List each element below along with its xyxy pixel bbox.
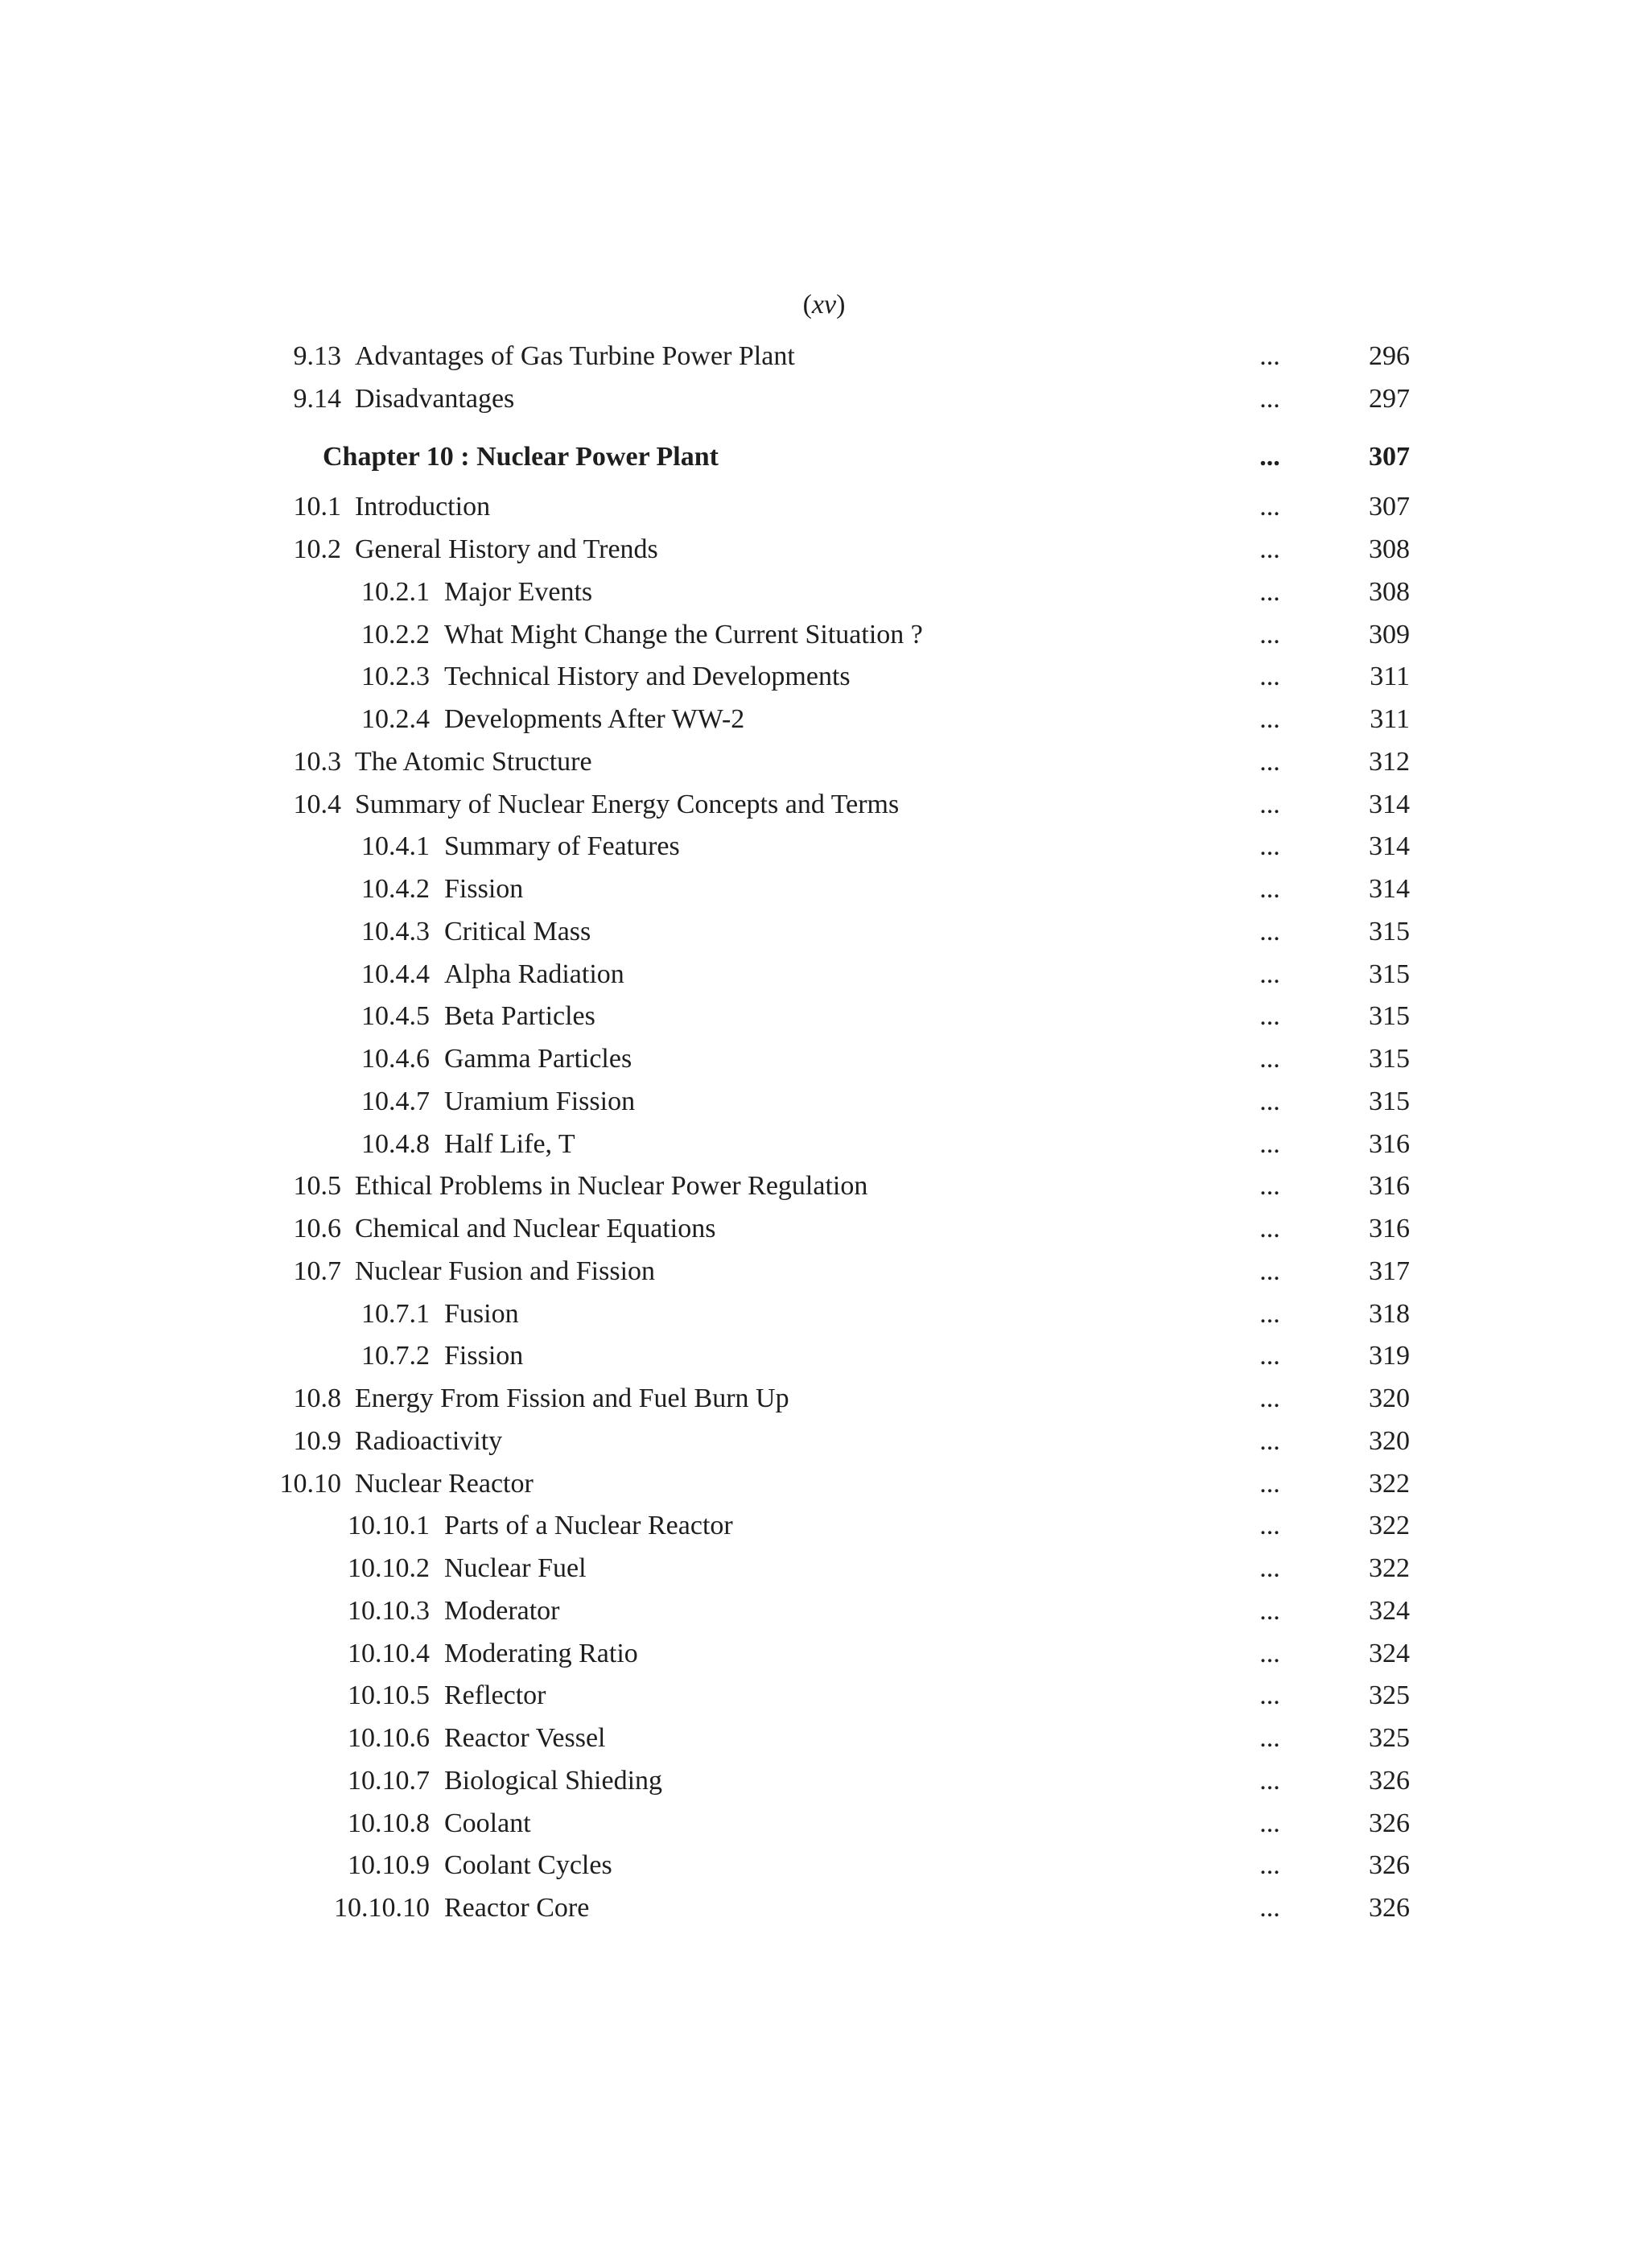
toc-entry [0, 1676, 1648, 1716]
toc-page-number: 317 [1369, 1256, 1410, 1286]
toc-entry-title: Reactor Core [444, 1893, 590, 1923]
toc-entry-number: 10.4.6 [361, 1044, 430, 1074]
toc-entry-number: 10.4.3 [361, 916, 430, 946]
toc-chapter-heading [0, 437, 1648, 477]
toc-leader-dots: ... [1259, 1128, 1280, 1159]
toc-page-number: 314 [1369, 874, 1410, 904]
toc-entry-number: 10.2 [293, 534, 341, 564]
toc-page-number: 315 [1369, 916, 1410, 946]
toc-entry [0, 1591, 1648, 1631]
toc-leader-dots: ... [1259, 874, 1280, 904]
toc-leader-dots: ... [1259, 1595, 1280, 1626]
toc-page-number: 315 [1369, 1001, 1410, 1032]
toc-entry-number: 10.8 [293, 1383, 341, 1413]
toc-leader-dots: ... [1259, 916, 1280, 946]
toc-entry [0, 996, 1648, 1037]
folio-close-paren: ) [836, 290, 846, 320]
toc-entry-number: 10.10.8 [348, 1808, 430, 1838]
toc-entry-number: 10.10.6 [348, 1723, 430, 1753]
toc-page-number: 326 [1369, 1893, 1410, 1923]
toc-entry [0, 785, 1648, 825]
toc-page-number: 314 [1369, 831, 1410, 862]
toc-leader-dots: ... [1259, 1214, 1280, 1243]
toc-entry [0, 699, 1648, 740]
toc-entry-title: Chemical and Nuclear Equations [355, 1214, 716, 1243]
toc-leader-dots: ... [1259, 662, 1280, 692]
toc-page-number: 326 [1369, 1808, 1410, 1838]
toc-page-number: 320 [1369, 1383, 1410, 1413]
toc-entry-title: Summary of Nuclear Energy Concepts and Terms [355, 789, 900, 819]
toc-leader-dots: ... [1259, 1511, 1280, 1541]
toc-entry [0, 1845, 1648, 1886]
toc-page-number: 322 [1369, 1511, 1410, 1541]
toc-entry [0, 1039, 1648, 1079]
toc-entry [0, 1718, 1648, 1759]
toc-entry [0, 1804, 1648, 1844]
toc-page-number: 314 [1369, 789, 1410, 819]
toc-leader-dots: ... [1259, 1425, 1280, 1456]
toc-page-number: 297 [1369, 383, 1410, 414]
toc-leader-dots: ... [1259, 1680, 1280, 1711]
toc-leader-dots: ... [1259, 383, 1280, 414]
toc-entry [0, 1379, 1648, 1419]
toc-page-number: 315 [1369, 959, 1410, 989]
toc-leader-dots: ... [1259, 959, 1280, 989]
toc-entry-title: Major Events [444, 576, 593, 607]
toc-entry-number: 10.3 [293, 746, 341, 777]
toc-entry-title: Introduction [355, 492, 491, 522]
toc-entry-number: 10.10.10 [334, 1893, 430, 1923]
chapter-title: Chapter 10 : Nuclear Power Plant [323, 441, 719, 472]
toc-entry-title: Coolant Cycles [444, 1850, 612, 1881]
toc-leader-dots: ... [1259, 576, 1280, 607]
toc-page-number: 315 [1369, 1086, 1410, 1116]
toc-entry-title: Reactor Vessel [444, 1723, 606, 1753]
toc-entry-title: Summary of Features [444, 831, 680, 862]
toc-entry [0, 1464, 1648, 1504]
toc-entry-number: 10.10.9 [348, 1850, 430, 1881]
toc-entry-number: 10.2.2 [361, 619, 430, 649]
toc-leader-dots: ... [1259, 1383, 1280, 1413]
toc-leader-dots: ... [1259, 492, 1280, 522]
toc-entry [0, 1252, 1648, 1292]
toc-entry-number: 10.4 [293, 789, 341, 819]
toc-entry [0, 912, 1648, 952]
toc-entry [0, 1124, 1648, 1165]
toc-leader-dots: ... [1259, 1893, 1280, 1923]
page-folio [0, 285, 1648, 325]
toc-entry-number: 10.2.1 [361, 576, 430, 607]
toc-entry-title: Alpha Radiation [444, 959, 624, 989]
toc-entry-title: Coolant [444, 1808, 531, 1838]
toc-entry [0, 1209, 1648, 1249]
toc-entry-title: Gamma Particles [444, 1044, 632, 1074]
toc-page-number: 324 [1369, 1638, 1410, 1668]
folio-open-paren: ( [802, 290, 812, 320]
toc-entry-number: 10.4.1 [361, 831, 430, 862]
toc-entry-number: 10.4.4 [361, 959, 430, 989]
toc-entry-title: Fission [444, 1341, 524, 1371]
toc-leader-dots: ... [1259, 1765, 1280, 1796]
toc-entry [0, 1421, 1648, 1462]
toc-entry [0, 1506, 1648, 1546]
toc-entry-number: 10.9 [293, 1425, 341, 1456]
toc-entry-title: Ethical Problems in Nuclear Power Regulation [355, 1171, 868, 1202]
toc-leader-dots: ... [1259, 1638, 1280, 1668]
toc-page-number: 326 [1369, 1850, 1410, 1881]
toc-entry-number: 10.7 [293, 1256, 341, 1286]
toc-leader-dots: ... [1259, 1850, 1280, 1881]
toc-entry-title: Parts of a Nuclear Reactor [444, 1511, 733, 1541]
toc-page-number: 318 [1369, 1298, 1410, 1329]
toc-leader-dots: ... [1259, 441, 1280, 472]
toc-page-number: 324 [1369, 1595, 1410, 1626]
toc-leader-dots: ... [1259, 619, 1280, 649]
toc-entry [0, 1761, 1648, 1801]
toc-entry-title: Nuclear Fuel [444, 1553, 587, 1583]
toc-entry-number: 10.10.1 [348, 1511, 430, 1541]
toc-page-number: 316 [1369, 1128, 1410, 1159]
toc-page-number: 308 [1369, 534, 1410, 564]
toc-entry-title: Developments After WW-2 [444, 704, 745, 734]
toc-entry-title: Nuclear Fusion and Fission [355, 1256, 656, 1286]
toc-entry-number: 10.5 [293, 1171, 341, 1202]
toc-page-number: 316 [1369, 1171, 1410, 1202]
toc-leader-dots: ... [1259, 1553, 1280, 1583]
toc-entry-number: 10.4.7 [361, 1086, 430, 1116]
toc-entry-number: 10.2.4 [361, 704, 430, 734]
toc-leader-dots: ... [1259, 831, 1280, 862]
toc-page-number: 322 [1369, 1468, 1410, 1499]
toc-entry [0, 955, 1648, 995]
toc-entry-number: 10.7.1 [361, 1298, 430, 1329]
toc-page-number: 325 [1369, 1680, 1410, 1711]
toc-page-number: 296 [1369, 341, 1410, 371]
toc-entry-title: Critical Mass [444, 916, 591, 946]
toc-entry-title: The Atomic Structure [355, 746, 592, 777]
toc-entry-number: 10.10.2 [348, 1553, 430, 1583]
toc-page-number: 325 [1369, 1723, 1410, 1753]
toc-entry-number: 10.7.2 [361, 1341, 430, 1371]
toc-entry-title: Energy From Fission and Fuel Burn Up [355, 1383, 789, 1413]
toc-entry-title: Half Life, T [444, 1128, 575, 1159]
toc-page-number: 312 [1369, 746, 1410, 777]
toc-entry [0, 530, 1648, 570]
toc-entry [0, 487, 1648, 527]
toc-entry-number: 10.10.7 [348, 1765, 430, 1796]
toc-entry-title: Biological Shieding [444, 1765, 663, 1796]
toc-entry [0, 827, 1648, 867]
toc-page-number: 315 [1369, 1044, 1410, 1074]
toc-entry-title: Technical History and Developments [444, 662, 851, 692]
toc-leader-dots: ... [1259, 1044, 1280, 1074]
toc-entry [0, 1634, 1648, 1674]
toc-entry-number: 10.6 [293, 1214, 341, 1243]
toc-leader-dots: ... [1259, 704, 1280, 734]
toc-entry-number: 10.4.2 [361, 874, 430, 904]
toc-entry-title: General History and Trends [355, 534, 658, 564]
toc-entry-number: 9.13 [293, 341, 341, 371]
toc-entry-title: Fusion [444, 1298, 519, 1329]
toc-entry [0, 1166, 1648, 1206]
toc-entry [0, 615, 1648, 655]
toc-leader-dots: ... [1259, 1341, 1280, 1371]
toc-leader-dots: ... [1259, 746, 1280, 777]
toc-entry [0, 657, 1648, 697]
toc-leader-dots: ... [1259, 1723, 1280, 1753]
toc-entry-number: 10.2.3 [361, 662, 430, 692]
toc-leader-dots: ... [1259, 1086, 1280, 1116]
toc-entry [0, 869, 1648, 909]
toc-entry-title: Nuclear Reactor [355, 1468, 534, 1499]
toc-page-number: 322 [1369, 1553, 1410, 1583]
toc-entry [0, 1548, 1648, 1589]
toc-page-number: 308 [1369, 576, 1410, 607]
toc-leader-dots: ... [1259, 1298, 1280, 1329]
toc-entry-title: Beta Particles [444, 1001, 595, 1032]
toc-entry-number: 10.10.4 [348, 1638, 430, 1668]
toc-leader-dots: ... [1259, 534, 1280, 564]
toc-entry [0, 1336, 1648, 1376]
toc-page-number: 311 [1370, 662, 1410, 692]
toc-entry-title: Moderator [444, 1595, 560, 1626]
folio-roman-numeral: xv [811, 290, 837, 320]
toc-page-number: 307 [1369, 441, 1410, 472]
toc-leader-dots: ... [1259, 1171, 1280, 1202]
toc-entry-title: Reflector [444, 1680, 546, 1711]
toc-entry [0, 1888, 1648, 1928]
toc-page-number: 309 [1369, 619, 1410, 649]
toc-entry-title: Advantages of Gas Turbine Power Plant [355, 341, 795, 371]
toc-leader-dots: ... [1259, 1256, 1280, 1286]
toc-leader-dots: ... [1259, 341, 1280, 371]
toc-leader-dots: ... [1259, 1001, 1280, 1032]
toc-entry-title: Uramium Fission [444, 1086, 636, 1116]
toc-entry-number: 10.10.5 [348, 1680, 430, 1711]
toc-entry-title: Moderating Ratio [444, 1638, 638, 1668]
toc-entry [0, 742, 1648, 782]
toc-entry-number: 10.10.3 [348, 1595, 430, 1626]
toc-page-number: 320 [1369, 1425, 1410, 1456]
toc-entry [0, 336, 1648, 377]
toc-entry-number: 10.4.5 [361, 1001, 430, 1032]
toc-page-number: 326 [1369, 1765, 1410, 1796]
toc-entry-number: 10.4.8 [361, 1128, 430, 1159]
toc-entry [0, 379, 1648, 419]
toc-page-number: 316 [1369, 1214, 1410, 1243]
toc-entry-number: 9.14 [293, 383, 341, 414]
toc-page-number: 307 [1369, 492, 1410, 522]
toc-page-number: 311 [1370, 704, 1410, 734]
toc-entry-title: Radioactivity [355, 1425, 503, 1456]
toc-entry [0, 1294, 1648, 1334]
toc-entry-title: Disadvantages [355, 383, 515, 414]
toc-entry-number: 10.10 [279, 1468, 341, 1499]
toc-entry [0, 1082, 1648, 1122]
toc-entry-number: 10.1 [293, 492, 341, 522]
toc-page-number: 319 [1369, 1341, 1410, 1371]
toc-leader-dots: ... [1259, 1468, 1280, 1499]
toc-entry [0, 572, 1648, 612]
toc-entry-title: What Might Change the Current Situation ? [444, 619, 923, 649]
toc-leader-dots: ... [1259, 1808, 1280, 1838]
toc-leader-dots: ... [1259, 789, 1280, 819]
toc-entry-title: Fission [444, 874, 524, 904]
